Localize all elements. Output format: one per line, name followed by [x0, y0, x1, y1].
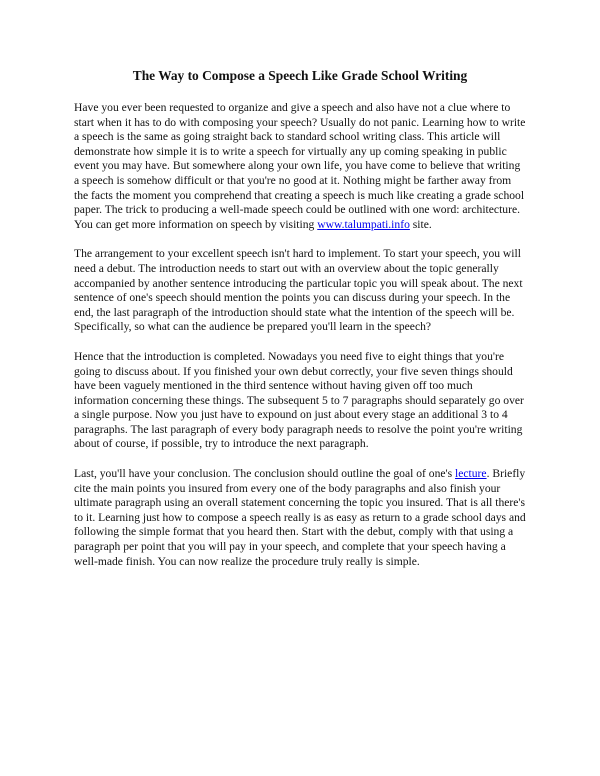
- paragraph-1-text-before: Have you ever been requested to organize and give a speech and also have not a clue where to start when it has to do with composing your speech? Usually do not panic. Learning how to write a speech is the same as going straight back to standard school writing class. This article will demonstrate how simple it is to write a speech for virtually any up coming speaking in public event you may have. But somewhere along your own life, you have come to believe that writing a speech is somehow difficult or that you're no good at it. Nothing might be farther away from the facts the moment you comprehend that creating a speech is much like creating a grade school paper. The trick to producing a well-made speech could be outlined with one word: architecture. You can get more information on speech by visiting: [74, 101, 526, 231]
- paragraph-1-text-after: site.: [409, 217, 432, 231]
- paragraph-4: [74, 467, 526, 569]
- document-title: The Way to Compose a Speech Like Grade School Writing: [132, 68, 468, 83]
- paragraph-2: The arrangement to your excellent speech isn't hard to implement. To start your speech, you will need a debut. The introduction needs to start out with an overview about the topic generally accompanied by another sentence introducing the particular topic you will speak about. The next sentence of one's speech should mention the points you can discuss during your speech. In the end, the last paragraph of the introduction should state what the intention of the speech will be. Specifically, so what can the audience be prepared you'll learn in the speech?: [74, 247, 523, 334]
- lecture-link[interactable]: lecture: [455, 467, 487, 481]
- talumpati-link[interactable]: www.talumpati.info: [317, 217, 410, 231]
- paragraph-3: Hence that the introduction is completed. Nowadays you need five to eight things that you're going to discuss about. If you finished your own debut correctly, your five seven things should have been vaguely mentioned in the third sentence without having given off too much information concerning these things. The subsequent 5 to 7 paragraphs should separately go over a single purpose. Now you just have to expound on just about every stage an additional 3 to 4 paragraphs. The last paragraph of every body paragraph needs to resolve the point you're writing about of course, if possible, try to introduce the next paragraph.: [74, 349, 524, 451]
- paragraph-4-text-before: Last, you'll have your conclusion. The conclusion should outline the goal of one's: [74, 467, 456, 481]
- paragraph-1: [74, 101, 526, 232]
- paragraph-4-text-after: . Briefly cite the main points you insured from every one of the body paragraphs and also finish your ultimate paragraph using an overall statement concerning the topic you insured. That is all there's to it. Learning just how to compose a speech really is as easy as return to a grade school days and following the simple format that you heard then. Start with the debut, comply with that using a paragraph per point that you will pay in your speech, and complete that your speech having a well-made finish. You can now realize the procedure truly really is simple.: [74, 467, 526, 568]
